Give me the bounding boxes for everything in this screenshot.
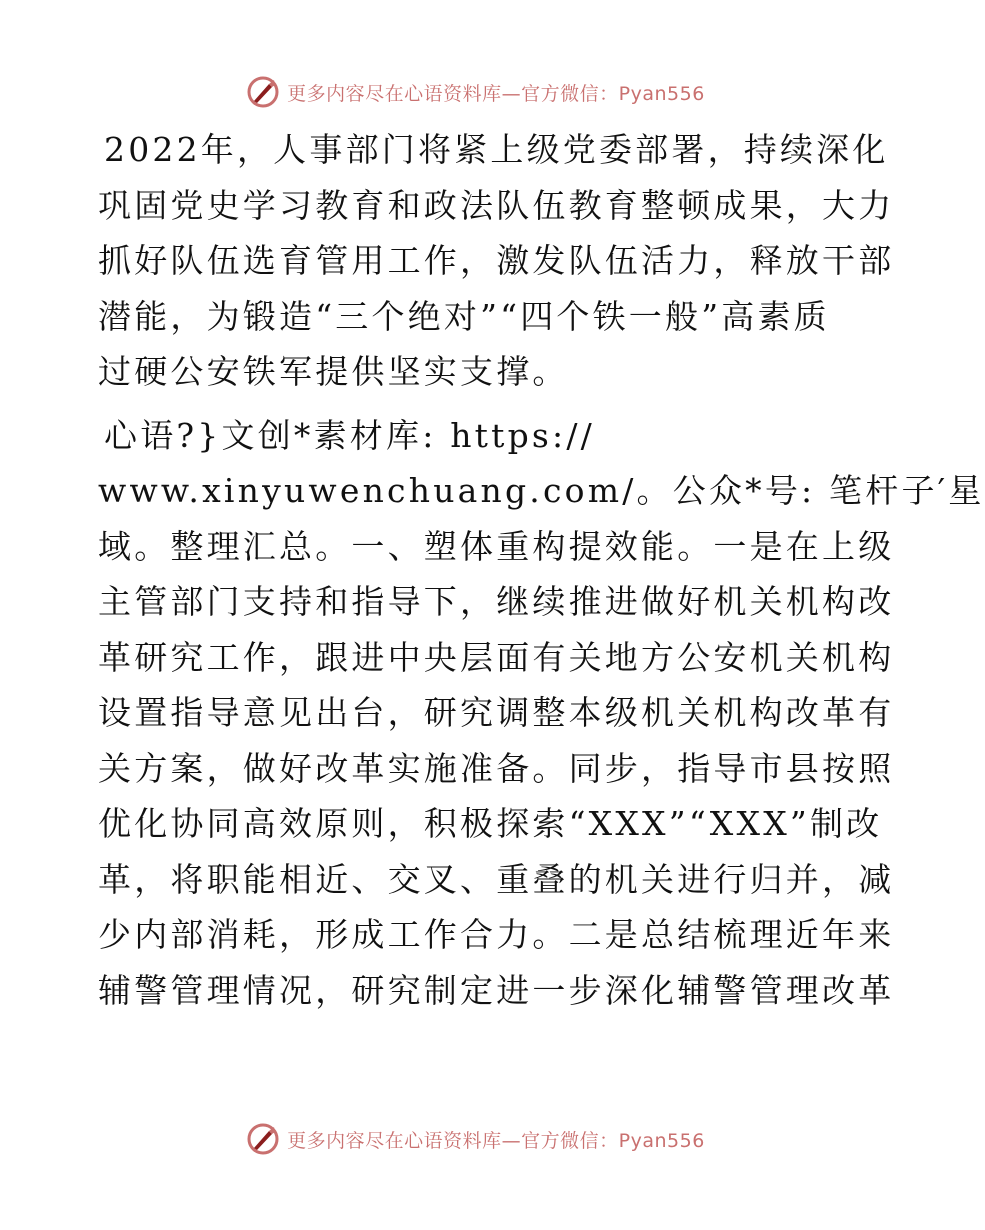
text-line: 巩固党史学习教育和政法队伍教育整顿成果，大力 (98, 185, 895, 225)
text-line: 心语?}文创*素材库: https:// (104, 415, 595, 455)
text-line: www.xinyuwenchuang.com/。公众*号: 笔杆子′星 (98, 471, 985, 510)
quill-pen-circle-icon (245, 1121, 281, 1157)
text-line: 域。整理汇总。一、塑体重构提效能。一是在上级 (98, 526, 895, 566)
text-line: 2022年，人事部门将紧上级党委部署，持续深化 (104, 130, 889, 169)
paragraph-1 (98, 122, 895, 400)
text-line: 过硬公安铁军提供坚实支撑。 (98, 352, 569, 391)
quill-pen-circle-icon (245, 74, 281, 110)
text-line: 潜能，为锻造“三个绝对”“四个铁一般”高素质 (98, 296, 830, 336)
paragraph-spacer (98, 400, 850, 408)
document-body (98, 122, 985, 1018)
text-line: 优化协同高效原则，积极探索“XXX”“XXX”制改 (98, 804, 883, 843)
watermark-text: 更多内容尽在心语资料库—官方微信：Pyan556 (287, 1129, 705, 1152)
text-line: 辅警管理情况，研究制定进一步深化辅警管理改革 (98, 970, 895, 1010)
watermark-text: 更多内容尽在心语资料库—官方微信：Pyan556 (287, 82, 705, 105)
footer-watermark (0, 1119, 950, 1159)
text-line: 关方案，做好改革实施准备。同步，指导市县按照 (98, 748, 895, 788)
paragraph-2 (98, 408, 985, 1019)
text-line: 设置指导意见出台，研究调整本级机关机构改革有 (98, 693, 895, 732)
text-line: 革研究工作，跟进中央层面有关地方公安机关机构 (98, 637, 895, 677)
text-line: 抓好队伍选育管用工作，激发队伍活力，释放干部 (98, 241, 895, 280)
text-line: 主管部门支持和指导下，继续推进做好机关机构改 (98, 582, 895, 621)
text-line: 少内部消耗，形成工作合力。二是总结梳理近年来 (98, 915, 895, 954)
header-watermark (0, 72, 950, 112)
text-line: 革，将职能相近、交叉、重叠的机关进行归并，减 (98, 859, 895, 899)
